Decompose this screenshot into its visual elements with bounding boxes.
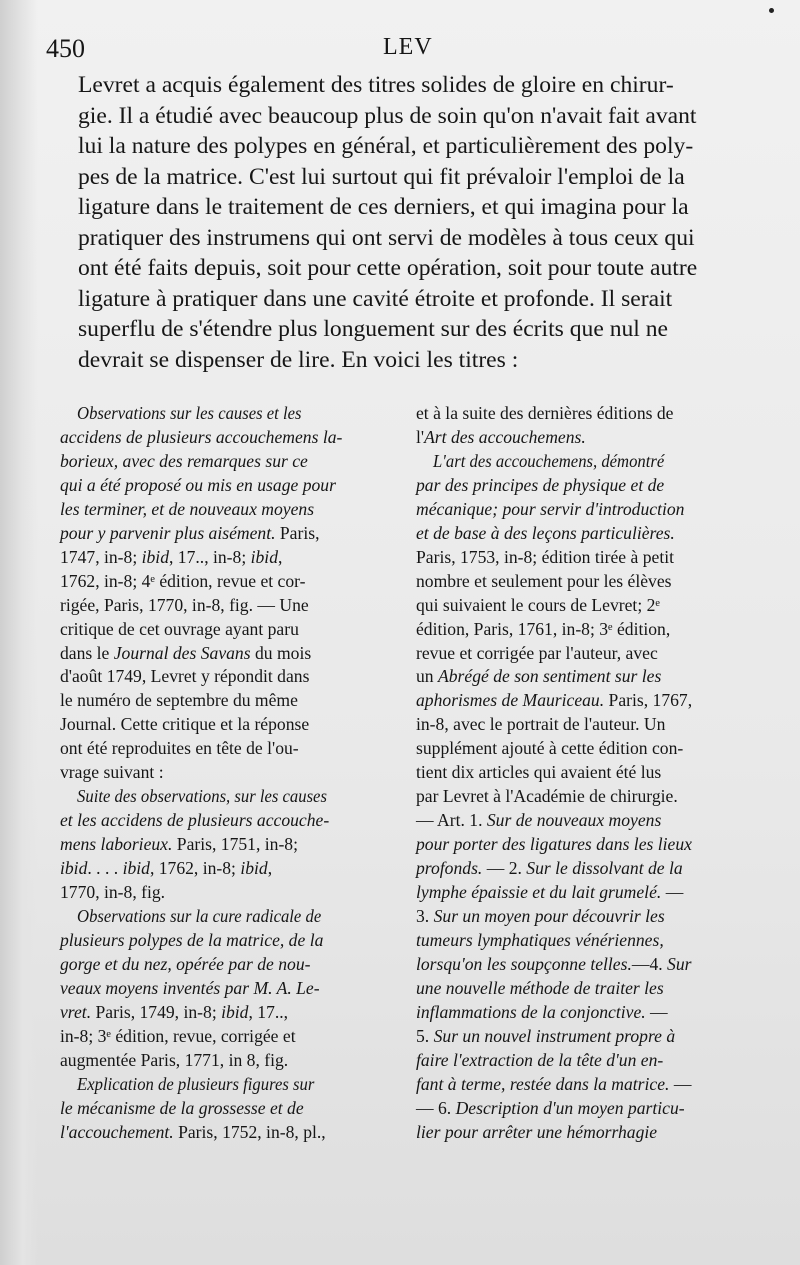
roman-text: — xyxy=(669,1073,692,1094)
column-line xyxy=(60,1025,402,1049)
column-line xyxy=(416,857,758,881)
italic-text: Abrégé de son sentiment sur les xyxy=(438,666,662,687)
column-line xyxy=(60,522,402,546)
roman-text: — 2. xyxy=(482,858,527,879)
column-line xyxy=(60,1001,402,1025)
column-line xyxy=(60,402,384,426)
column-line xyxy=(60,474,402,498)
italic-text: ibid xyxy=(221,1001,249,1022)
italic-text: profonds. xyxy=(416,858,483,879)
italic-text: par des principes de physique et de xyxy=(416,474,665,495)
roman-text: , 17.., in-8; xyxy=(169,546,251,567)
column-line xyxy=(60,905,384,929)
roman-text: 3. xyxy=(416,906,434,927)
italic-text: Suite des observations, sur les causes xyxy=(77,786,327,807)
column-line xyxy=(416,881,758,905)
page-gutter-shadow xyxy=(0,0,38,1265)
column-line xyxy=(60,929,402,953)
column-line xyxy=(416,1001,758,1025)
roman-text: —4. xyxy=(631,953,668,974)
intro-line: superflu de s'étendre plus longuement sur des écrits que nul ne xyxy=(78,316,669,342)
roman-text: l' xyxy=(416,426,425,447)
italic-text: Observations sur la cure radicale de xyxy=(77,906,322,927)
roman-text: in-8, avec le portrait de l'auteur. Un xyxy=(416,714,666,735)
column-line xyxy=(416,737,758,761)
column-line xyxy=(416,977,758,1001)
column-line xyxy=(60,881,402,905)
italic-text: pour y parvenir plus aisément. xyxy=(60,522,276,543)
column-line xyxy=(60,546,402,570)
italic-text: mécanique; pour servir d'introduction xyxy=(416,498,685,519)
roman-text: revue et corrigée par l'auteur, avec xyxy=(416,642,658,663)
running-head: LEV xyxy=(383,34,433,60)
column-line xyxy=(60,618,402,642)
italic-text: Description d'un moyen particu- xyxy=(455,1097,685,1118)
italic-text: fant à terme, restée dans la matrice. xyxy=(416,1073,670,1094)
column-line xyxy=(416,570,758,594)
intro-line: pratiquer des instrumens qui ont servi de modèles à tous ceux qui xyxy=(78,224,695,251)
column-line xyxy=(416,474,758,498)
italic-text: une nouvelle méthode de traiter les xyxy=(416,977,664,998)
italic-text: lier pour arrêter une hémorrhagie xyxy=(416,1121,658,1142)
column-line xyxy=(60,953,402,977)
roman-text: 1747, in-8; xyxy=(60,546,142,567)
intro-line: Levret a acquis également des titres solides de gloire en chirur- xyxy=(78,72,674,98)
column-line xyxy=(416,1097,758,1121)
page-number: 450 xyxy=(46,34,85,63)
italic-text: l'accouchement. xyxy=(60,1121,174,1142)
italic-text: faire l'extraction de la tête d'un en- xyxy=(416,1049,664,1070)
italic-text: les terminer, et de nouveaux moyens xyxy=(60,498,315,519)
column-line xyxy=(416,402,758,426)
roman-text: Journal. Cette critique et la réponse xyxy=(60,714,310,735)
italic-text: Sur un nouvel instrument propre à xyxy=(433,1025,676,1046)
italic-text: lorsqu'on les soupçonne telles. xyxy=(416,953,632,974)
roman-text: 5. xyxy=(416,1025,434,1046)
italic-text: inflammations de la conjonctive. xyxy=(416,1001,646,1022)
roman-text: vrage suivant : xyxy=(60,762,164,783)
roman-text: rigée, Paris, 1770, in-8, fig. — Une xyxy=(60,594,309,615)
roman-text: du mois xyxy=(250,642,312,663)
column-line xyxy=(60,1049,402,1073)
column-line xyxy=(416,1073,758,1097)
roman-text: critique de cet ouvrage ayant paru xyxy=(60,618,299,639)
column-line xyxy=(416,1049,758,1073)
italic-text: le mécanisme de la grossesse et de xyxy=(60,1097,304,1118)
roman-text: Paris, 1752, in-8, pl., xyxy=(173,1121,326,1142)
column-line xyxy=(60,594,402,618)
italic-text: et de base à des leçons particulières. xyxy=(416,522,675,543)
roman-text: in-8; 3ᵉ édition, revue, corrigée et xyxy=(60,1025,296,1046)
italic-text: Sur le dissolvant de la xyxy=(526,858,683,879)
column-line xyxy=(416,689,758,713)
roman-text: Paris, 1767, xyxy=(604,690,693,711)
column-line xyxy=(416,809,758,833)
roman-text: , 1762, in-8; xyxy=(149,858,241,879)
roman-text: dans le xyxy=(60,642,114,663)
italic-text: aphorismes de Mauriceau. xyxy=(416,690,605,711)
italic-text: Observations sur les causes et les xyxy=(77,403,302,423)
italic-text: mens laborieux. xyxy=(60,834,173,855)
column-line xyxy=(60,642,402,666)
column-line xyxy=(60,426,402,450)
column-line xyxy=(416,905,758,929)
column-line xyxy=(416,498,758,522)
roman-text: — Art. 1. xyxy=(416,810,487,831)
roman-text: qui suivaient le cours de Levret; 2ᵉ xyxy=(416,594,660,615)
column-line xyxy=(60,857,402,881)
column-line xyxy=(60,737,402,761)
column-line xyxy=(60,570,402,594)
italic-text: gorge et du nez, opérée par de nou- xyxy=(60,953,311,974)
italic-text: accidens de plusieurs accouchemens la- xyxy=(60,426,343,447)
italic-text: Sur de nouveaux moyens xyxy=(486,810,662,831)
italic-text: pour porter des ligatures dans les lieux xyxy=(416,834,692,855)
italic-text: Sur un moyen pour découvrir les xyxy=(433,906,665,927)
roman-text: par Levret à l'Académie de chirurgie. xyxy=(416,786,678,807)
column-line xyxy=(60,665,402,689)
column-line xyxy=(416,546,758,570)
roman-text: Paris, 1749, in-8; xyxy=(91,1001,222,1022)
column-line xyxy=(60,1121,402,1145)
column-line xyxy=(416,594,758,618)
column-line xyxy=(60,833,402,857)
column-line xyxy=(60,1073,384,1097)
roman-text: un xyxy=(416,666,438,687)
roman-text: Paris, 1753, in-8; édition tirée à petit xyxy=(416,546,674,567)
column-line xyxy=(416,929,758,953)
italic-text: ibid xyxy=(240,858,268,879)
column-line xyxy=(60,785,384,809)
intro-line: ligature à pratiquer dans une cavité étroite et profonde. Il serait xyxy=(78,285,673,312)
column-line xyxy=(60,450,402,474)
column-line xyxy=(60,689,402,713)
column-line xyxy=(416,833,758,857)
roman-text: tient dix articles qui avaient été lus xyxy=(416,762,662,783)
roman-text: le numéro de septembre du même xyxy=(60,690,298,711)
italic-text: Journal des Savans xyxy=(113,642,251,663)
italic-text: tumeurs lymphatiques vénériennes, xyxy=(416,929,664,950)
left-column xyxy=(60,402,402,1145)
roman-text: Paris, xyxy=(275,522,320,543)
roman-text: d'août 1749, Levret y répondit dans xyxy=(60,666,310,687)
column-line xyxy=(416,1121,758,1145)
roman-text: édition, Paris, 1761, in-8; 3ᵉ édition, xyxy=(416,618,671,639)
roman-text: supplément ajouté à cette édition con- xyxy=(416,738,684,759)
roman-text: nombre et seulement pour les élèves xyxy=(416,570,672,591)
roman-text: et à la suite des dernières éditions de xyxy=(416,403,674,423)
italic-text: ibid xyxy=(141,546,169,567)
column-line xyxy=(60,977,402,1001)
italic-text: vret. xyxy=(60,1001,92,1022)
column-line xyxy=(416,665,758,689)
intro-line: devrait se dispenser de lire. En voici les titres : xyxy=(78,346,519,373)
italic-text: et les accidens de plusieurs accouche- xyxy=(60,810,330,831)
column-line xyxy=(60,1097,402,1121)
roman-text: augmentée Paris, 1771, in 8, fig. xyxy=(60,1049,289,1070)
roman-text: — xyxy=(661,882,684,903)
column-line xyxy=(60,809,402,833)
italic-text: L'art des accouchemens, démontré xyxy=(433,450,665,471)
italic-text: ibid xyxy=(250,546,278,567)
roman-text: 1762, in-8; 4ᵉ édition, revue et cor- xyxy=(60,570,306,591)
roman-text: , xyxy=(267,858,273,879)
italic-text: lymphe épaissie et du lait grumelé. xyxy=(416,882,662,903)
italic-text: ibid xyxy=(60,858,88,879)
roman-text: Paris, 1751, in-8; xyxy=(172,834,298,855)
intro-line: ont été faits depuis, soit pour cette opération, soit pour toute autre xyxy=(78,255,698,281)
column-line xyxy=(416,642,758,666)
column-line xyxy=(60,761,402,785)
column-line xyxy=(416,618,758,642)
italic-text: veaux moyens inventés par M. A. Le- xyxy=(60,977,320,998)
italic-text: plusieurs polypes de la matrice, de la xyxy=(60,929,324,950)
italic-text: qui a été proposé ou mis en usage pour xyxy=(60,474,336,495)
column-line xyxy=(416,522,758,546)
italic-text: Explication de plusieurs figures sur xyxy=(77,1073,315,1094)
intro-line: pes de la matrice. C'est lui surtout qui fit prévaloir l'emploi de la xyxy=(78,163,685,190)
roman-text: — 6. xyxy=(416,1097,456,1118)
column-line xyxy=(60,498,402,522)
column-line xyxy=(416,713,758,737)
column-line xyxy=(60,713,402,737)
italic-text: Sur xyxy=(667,953,692,974)
column-line xyxy=(416,1025,758,1049)
intro-line: gie. Il a étudié avec beaucoup plus de soin qu'on n'avait fait avant xyxy=(78,102,697,129)
italic-text: borieux, avec des remarques sur ce xyxy=(60,450,308,471)
column-line xyxy=(416,426,758,450)
roman-text: ont été reproduites en tête de l'ou- xyxy=(60,738,299,759)
column-line xyxy=(416,785,758,809)
column-line xyxy=(416,761,758,785)
intro-line: lui la nature des polypes en général, et particulièrement des poly- xyxy=(78,133,694,159)
italic-text: ibid xyxy=(122,858,150,879)
column-line xyxy=(416,450,740,474)
italic-text: Art des accouchemens. xyxy=(424,426,586,447)
ink-speck xyxy=(769,8,774,13)
roman-text: — xyxy=(645,1001,668,1022)
intro-paragraph xyxy=(78,70,762,375)
column-line xyxy=(416,953,758,977)
roman-text: , xyxy=(278,546,283,567)
intro-line: ligature dans le traitement de ces derniers, et qui imagina pour la xyxy=(78,194,689,220)
roman-text: . . . . xyxy=(87,858,123,879)
roman-text: 1770, in-8, fig. xyxy=(60,882,166,903)
right-column xyxy=(416,402,758,1145)
roman-text: , 17.., xyxy=(248,1001,289,1022)
